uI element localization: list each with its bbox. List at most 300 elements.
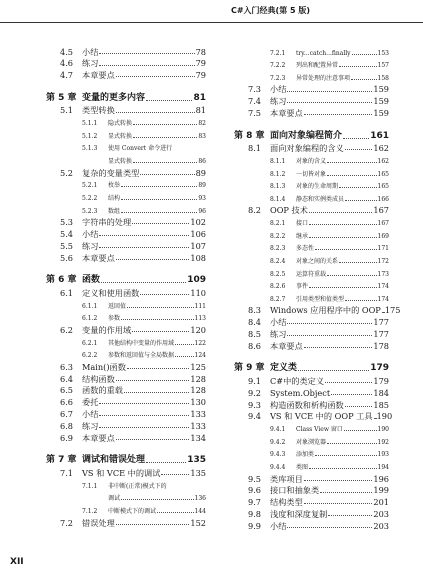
toc-entry-page: 171 [377, 245, 389, 253]
toc-entry-number: 9.4.4 [270, 464, 286, 472]
dot-leader [99, 427, 189, 428]
toc-entry-title: 错误处理 [82, 517, 115, 528]
toc-entry-page: 169 [377, 232, 389, 240]
toc-section-entry [234, 315, 389, 327]
toc-entry-page: 144 [194, 507, 206, 515]
toc-entry-page: 102 [190, 217, 206, 228]
toc-entry-page: 174 [377, 295, 389, 303]
toc-entry-title: 小结 [82, 229, 99, 240]
toc-section-entry [234, 303, 401, 316]
toc-entry-title: 中断模式下的调试 [108, 507, 157, 515]
toc-section-entry [234, 94, 389, 106]
toc-entry-page: 106 [190, 229, 206, 240]
dot-leader [374, 418, 376, 419]
toc-subsection-entry [234, 265, 389, 278]
toc-chapter-entry [46, 87, 206, 103]
toc-entry-page: 172 [377, 258, 389, 266]
dot-leader [175, 356, 194, 357]
toc-entry-page: 167 [373, 205, 389, 216]
toc-subsection-entry [234, 190, 389, 203]
toc-entry-number: 6.1.2 [82, 315, 98, 323]
toc-entry-number: 8.2 [248, 205, 262, 216]
toc-entry-title: System.Object [270, 387, 331, 398]
toc-entry-title: 结构类型 [270, 497, 303, 508]
toc-entry-page: 125 [190, 361, 206, 372]
dot-leader [99, 235, 189, 236]
toc-entry-page: 203 [373, 520, 389, 531]
toc-entry-title: 对象的生命周期 [296, 183, 339, 191]
toc-entry-number: 9.6 [248, 485, 262, 496]
toc-entry-page: 196 [373, 473, 389, 484]
toc-entry-number: 9.4.2 [270, 438, 286, 446]
toc-entry-number: 第 7 章 [46, 455, 77, 466]
toc-entry-title: 对象的含义 [296, 158, 327, 166]
toc-entry-number: 7.1.2 [82, 507, 98, 515]
toc-section-entry [46, 322, 206, 334]
toc-section-entry [46, 285, 206, 297]
toc-subsection-entry [234, 215, 389, 228]
dot-leader [132, 331, 189, 332]
toc-subsection-entry [234, 433, 389, 446]
dot-leader [304, 480, 373, 481]
dot-leader [339, 262, 377, 263]
toc-entry-page: 81 [193, 92, 206, 103]
toc-entry-page: 122 [194, 339, 206, 347]
toc-entry-title: 浅度和深度复制 [270, 509, 328, 520]
toc-entry-page: 165 [377, 170, 389, 178]
toc-section-entry [46, 430, 206, 442]
toc-entry-page: 83 [198, 132, 206, 140]
toc-entry-title: 添加类 [296, 451, 315, 459]
toc-entry-page: 96 [198, 207, 206, 215]
toc-entry-number: 8.5 [248, 328, 262, 339]
toc-section-entry [46, 215, 206, 227]
toc-entry-page: 135 [187, 455, 206, 466]
toc-entry-title: 构造函数和析构函数 [270, 399, 344, 410]
toc-section-entry [234, 326, 389, 338]
dot-leader [127, 368, 189, 369]
toc-entry-page: 79 [195, 58, 206, 69]
toc-subsection-entry [46, 177, 206, 190]
toc-entry-page: 162 [377, 158, 389, 166]
dot-leader [146, 100, 192, 101]
toc-subsection-entry [46, 347, 206, 360]
toc-section-entry [46, 465, 206, 477]
toc-subsection-entry [46, 310, 206, 323]
dot-leader [345, 149, 373, 150]
toc-entry-number: 7.1 [60, 467, 74, 478]
toc-entry-page: 166 [377, 195, 389, 203]
toc-entry-number: 9.2 [248, 387, 262, 398]
dot-leader [133, 162, 197, 163]
toc-section-entry [234, 105, 389, 117]
toc-entry-page: 89 [198, 182, 206, 190]
toc-entry-title: 函数 [82, 275, 101, 286]
dot-leader [127, 307, 194, 308]
toc-entry-title: 静态和实例类成员 [296, 195, 345, 203]
toc-entry-number: 5.2 [60, 167, 74, 178]
toc-entry-number: 7.2.1 [270, 49, 286, 57]
toc-entry-page: 153 [377, 49, 389, 57]
dot-leader [287, 527, 372, 528]
toc-entry-number: 8.2.1 [270, 220, 286, 228]
toc-subsection-entry [234, 165, 389, 178]
page-number: XII [10, 557, 24, 567]
toc-entry-number: 7.1.1 [82, 482, 98, 490]
toc-section-entry [46, 44, 206, 56]
toc-spacer [234, 117, 389, 125]
toc-entry-number: 8.3 [248, 305, 262, 316]
toc-entry-title: 事件 [296, 283, 309, 291]
dot-leader [344, 430, 377, 431]
toc-entry-number: 5.1.2 [82, 132, 98, 140]
toc-entry-number: 5.2.1 [82, 182, 98, 190]
toc-entry-title: 字符串的处理 [82, 217, 132, 228]
toc-entry-number: 9.9 [248, 520, 262, 531]
toc-entry-page: 190 [376, 411, 393, 422]
toc-entry-number: 7.3 [248, 84, 262, 95]
toc-entry-page: 120 [190, 324, 206, 335]
toc-section-entry [46, 238, 206, 250]
toc-entry-title: 类型转换 [82, 105, 115, 116]
toc-entry-title: 本章要点 [270, 340, 303, 351]
toc-chapter-entry [234, 358, 389, 374]
dot-leader [116, 380, 190, 381]
toc-entry-number: 6.7 [60, 409, 74, 420]
toc-entry-number: 5.6 [60, 252, 74, 263]
toc-entry-number: 7.4 [248, 96, 262, 107]
toc-entry-number: 5.4 [60, 229, 74, 240]
dot-leader [352, 54, 377, 55]
toc-entry-number: 7.2.2 [270, 62, 286, 70]
toc-entry-title: 定义类 [270, 363, 298, 374]
toc-section-entry [234, 141, 389, 153]
toc-entry-title: OOP 技术 [270, 205, 308, 216]
toc-entry-page: 192 [377, 438, 389, 446]
toc-entry-title: 非中断(正常)模式下的 [108, 482, 167, 490]
toc-entry-title: 本章要点 [270, 107, 303, 118]
dot-leader [304, 114, 373, 115]
dot-leader [327, 162, 377, 163]
toc-entry-page: 199 [373, 485, 389, 496]
toc-entry-page: 79 [195, 70, 206, 81]
dot-leader [327, 275, 377, 276]
toc-entry-title: try...catch...finally [296, 49, 351, 57]
toc-section-entry [234, 397, 389, 409]
toc-subsection-entry [234, 57, 389, 70]
toc-entry-page: 174 [377, 283, 389, 291]
toc-entry-number: 9.4.3 [270, 451, 286, 459]
toc-entry-number: 6.6 [60, 397, 74, 408]
toc-entry-page: 89 [195, 167, 206, 178]
toc-entry-number: 6.5 [60, 385, 74, 396]
toc-entry-title: 引用类型和值类型 [296, 295, 345, 303]
dot-leader [116, 259, 190, 260]
toc-entry-page: 159 [373, 96, 389, 107]
toc-chapter-entry [46, 270, 206, 286]
toc-entry-page: 128 [190, 373, 206, 384]
dot-leader [140, 294, 189, 295]
toc-entry-page: 152 [190, 517, 206, 528]
toc-entry-number: 9.4.1 [270, 426, 286, 434]
toc-entry-title: 调试 [108, 495, 121, 503]
toc-subsection-entry [234, 458, 389, 471]
toc-entry-number: 4.5 [60, 46, 74, 57]
toc-entry-title: 类图 [296, 464, 309, 472]
toc-section-entry [46, 515, 206, 527]
toc-entry-title: 小结 [270, 84, 287, 95]
toc-entry-title: 本章要点 [82, 252, 115, 263]
toc-entry-title: 多态性 [296, 245, 315, 253]
toc-entry-page: 165 [377, 183, 389, 191]
dot-leader [101, 282, 186, 283]
toc-entry-title: 小结 [82, 409, 99, 420]
toc-subsection-entry [234, 446, 389, 459]
toc-entry-page: 179 [370, 363, 389, 374]
toc-entry-page: 159 [373, 107, 389, 118]
toc-entry-number: 6.4 [60, 373, 74, 384]
toc-entry-page: 81 [195, 105, 206, 116]
toc-entry-number: 7.5 [248, 107, 262, 118]
dot-leader [339, 66, 377, 67]
toc-section-entry [234, 203, 389, 215]
toc-entry-page: 78 [195, 46, 206, 57]
toc-chapter-entry [46, 450, 206, 466]
toc-entry-title: 枚举 [108, 182, 121, 190]
toc-entry-title: 变量的更多内容 [82, 92, 146, 103]
toc-entry-page: 184 [373, 387, 389, 398]
dot-leader [161, 474, 189, 475]
toc-entry-number: 7.2 [60, 517, 74, 528]
toc-spacer [46, 262, 206, 270]
dot-leader [99, 403, 189, 404]
toc-section-entry [46, 250, 206, 262]
toc-entry-number: 8.1 [248, 143, 262, 154]
toc-subsection-entry [234, 44, 389, 57]
toc-entry-page: 190 [377, 426, 389, 434]
toc-subsection-entry [234, 240, 389, 253]
toc-subsection-entry [46, 297, 206, 310]
toc-entry-page: 162 [373, 143, 389, 154]
toc-subsection-entry [234, 178, 389, 191]
toc-entry-title: 定义和使用函数 [82, 287, 140, 298]
toc-entry-number: 8.2.3 [270, 245, 286, 253]
toc-entry-title: 使用 Convert 命令进行 [108, 145, 173, 153]
toc-entry-number: 8.2.5 [270, 270, 286, 278]
toc-spacer [46, 442, 206, 450]
toc-entry-number: 7.2.3 [270, 74, 286, 82]
toc-entry-page: 159 [373, 84, 389, 95]
dot-leader [116, 76, 195, 77]
toc-entry-number: 6.3 [60, 361, 74, 372]
toc-entry-title: 对象浏览器 [296, 438, 327, 446]
toc-entry-title: 参数和返回值与全局数据 [108, 352, 175, 360]
toc-section-entry [46, 103, 206, 115]
toc-entry-number: 8.1.3 [270, 183, 286, 191]
toc-entry-number: 5.1.3 [82, 145, 98, 153]
toc-section-entry [46, 165, 206, 177]
toc-entry-page: 113 [194, 315, 206, 323]
dot-leader [325, 382, 372, 383]
toc-entry-page: 185 [373, 399, 389, 410]
dot-leader [157, 512, 194, 513]
toc-entry-title: 委托 [82, 397, 99, 408]
toc-entry-title: 小结 [270, 317, 287, 328]
dot-leader [99, 415, 189, 416]
toc-entry-number: 8.2.7 [270, 295, 286, 303]
toc-entry-title: 面向对象编程的含义 [270, 143, 344, 154]
toc-entry-page: 179 [373, 376, 389, 387]
dot-leader [287, 323, 372, 324]
dot-leader [116, 439, 190, 440]
toc-entry-title: 接口和抽象类 [270, 485, 320, 496]
toc-subsection-entry [46, 202, 206, 215]
toc-subsection-entry [234, 69, 389, 82]
toc-section-entry [46, 406, 206, 418]
toc-entry-page: 108 [190, 252, 206, 263]
toc-entry-title: VS 和 VCE 中的调试 [82, 467, 161, 478]
toc-section-entry [234, 518, 389, 530]
toc-entry-title: 返回值 [108, 302, 127, 310]
toc-entry-number: 8.1.1 [270, 158, 286, 166]
header-title: C#入门经典(第 5 版) [230, 6, 310, 15]
toc-subsection-entry [46, 152, 206, 165]
toc-entry-number: 6.2.2 [82, 352, 98, 360]
toc-entry-page: 111 [194, 302, 206, 310]
toc-section-entry [234, 506, 389, 518]
toc-entry-title: 结构函数 [82, 373, 115, 384]
toc-entry-title: 调试和错误处理 [82, 455, 146, 466]
toc-subsection-entry [46, 334, 206, 347]
dot-leader [298, 370, 369, 371]
toc-entry-page: 128 [190, 385, 206, 396]
toc-entry-page: 175 [384, 305, 401, 316]
toc-entry-title: 小结 [82, 46, 99, 57]
running-header [0, 0, 423, 23]
dot-leader [121, 199, 197, 200]
toc-section-entry [46, 359, 206, 371]
toc-entry-number: 5.1.1 [82, 120, 98, 128]
dot-leader [382, 312, 384, 313]
toc-entry-number: 9.5 [248, 473, 262, 484]
toc-subsection-entry [46, 502, 206, 515]
toc-entry-number: 第 8 章 [234, 130, 265, 141]
toc-entry-number: 9.1 [248, 376, 262, 387]
toc-entry-number: 5.2.3 [82, 207, 98, 215]
toc-entry-page: 82 [198, 120, 206, 128]
toc-entry-page: 177 [373, 328, 389, 339]
dot-leader [99, 53, 194, 54]
dot-leader [287, 102, 372, 103]
toc-section-entry [234, 495, 389, 507]
toc-entry-number: 8.1.2 [270, 170, 286, 178]
toc-subsection-entry [234, 278, 389, 291]
toc-entry-number: 6.9 [60, 432, 74, 443]
toc-entry-number: 9.4 [248, 411, 262, 422]
toc-entry-number: 8.2.4 [270, 258, 286, 266]
toc-entry-page: 86 [198, 158, 206, 166]
dot-leader [287, 91, 372, 92]
toc-entry-page: 193 [377, 451, 389, 459]
toc-entry-title: 练习 [270, 328, 287, 339]
toc-subsection-entry [46, 127, 206, 140]
dot-leader [304, 347, 373, 348]
toc-entry-number: 6.2 [60, 324, 74, 335]
toc-entry-title: 一切皆对象 [296, 170, 327, 178]
toc-entry-title: 运算符重载 [296, 270, 327, 278]
toc-subsection-entry [46, 115, 206, 128]
dot-leader [99, 247, 189, 248]
toc-entry-page: 109 [187, 275, 206, 286]
toc-entry-title: 继承 [296, 232, 309, 240]
toc-section-entry [46, 68, 206, 80]
toc-entry-title: 参数 [108, 315, 121, 323]
toc-entry-page: 158 [377, 74, 389, 82]
toc-entry-title: 函数的重载 [82, 385, 123, 396]
dot-leader [124, 392, 189, 393]
toc-entry-number: 5.5 [60, 240, 74, 251]
toc-entry-title: 对象之间的关系 [296, 258, 339, 266]
toc-section-entry [234, 409, 393, 422]
toc-entry-page: 203 [373, 509, 389, 520]
toc-section-entry [234, 338, 389, 350]
dot-leader [146, 462, 186, 463]
toc-entry-title: 面向对象编程简介 [270, 130, 343, 141]
toc-entry-title: 异常处理的注意事项 [296, 74, 351, 82]
toc-subsection-entry [46, 490, 206, 503]
toc-entry-number: 6.1.1 [82, 302, 98, 310]
toc-left-column [46, 44, 206, 527]
toc-entry-title: 小结 [270, 520, 287, 531]
toc-subsection-entry [46, 189, 206, 202]
toc-subsection-entry [234, 252, 389, 265]
toc-entry-number: 6.8 [60, 420, 74, 431]
toc-entry-page: 107 [190, 240, 206, 251]
toc-entry-number: 第 6 章 [46, 275, 77, 286]
toc-chapter-entry [234, 125, 389, 141]
dot-leader [140, 174, 194, 175]
toc-subsection-entry [46, 140, 206, 153]
toc-spacer [46, 79, 206, 87]
toc-section-entry [234, 82, 389, 94]
toc-section-entry [46, 383, 206, 395]
dot-leader [331, 394, 372, 395]
toc-section-entry [234, 385, 389, 397]
toc-entry-page: 194 [377, 464, 389, 472]
dot-leader [309, 212, 372, 213]
toc-subsection-entry [46, 477, 206, 490]
toc-section-entry [46, 395, 206, 407]
toc-entry-title: 数组 [108, 207, 121, 215]
dot-leader [345, 406, 373, 407]
dot-leader [121, 186, 197, 187]
toc-entry-number: 6.2.1 [82, 339, 98, 347]
toc-entry-title: 类库项目 [270, 473, 303, 484]
toc-entry-title: 接口 [296, 220, 309, 228]
dot-leader [175, 344, 194, 345]
toc-entry-page: 136 [194, 495, 206, 503]
toc-entry-title: 变量的作用域 [82, 324, 132, 335]
toc-entry-number: 8.6 [248, 340, 262, 351]
dot-leader [343, 138, 369, 139]
dot-leader [309, 287, 377, 288]
toc-entry-page: 134 [190, 432, 206, 443]
toc-entry-page: 124 [194, 352, 206, 360]
toc-entry-number: 6.1 [60, 287, 74, 298]
dot-leader [309, 237, 377, 238]
dot-leader [339, 187, 377, 188]
dot-leader [327, 175, 377, 176]
